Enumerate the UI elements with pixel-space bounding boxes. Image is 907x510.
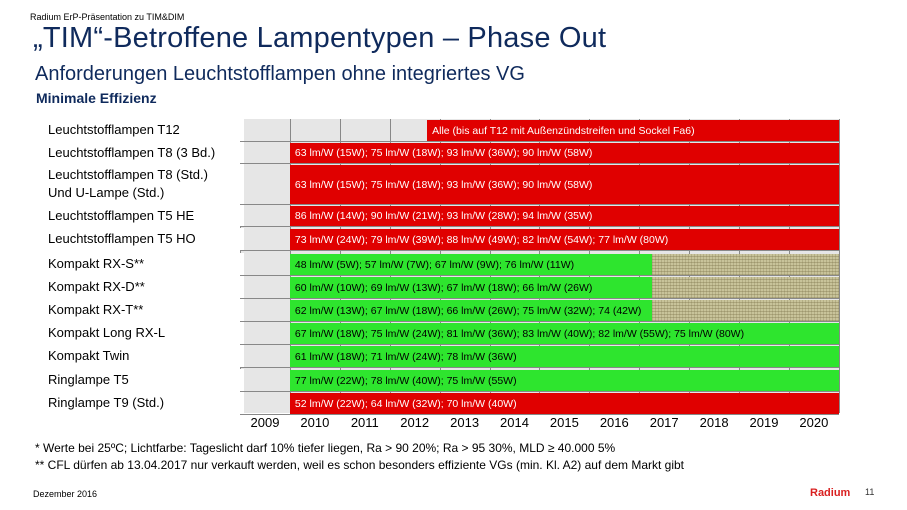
efficiency-bar: 63 lm/W (15W); 75 lm/W (18W); 93 lm/W (36W); 90 lm/W (58W) [290, 165, 839, 204]
page-subtitle: Anforderungen Leuchtstofflampen ohne integriertes VG [35, 63, 525, 85]
grid-line-horizontal [240, 250, 839, 251]
grid-line-horizontal [240, 298, 839, 299]
efficiency-bar: 77 lm/W (22W); 78 lm/W (40W); 75 lm/W (55W) [290, 370, 839, 391]
row-label-line: Und U-Lampe (Std.) [48, 185, 165, 200]
efficiency-bar: Alle (bis auf T12 mit Außenzündstreifen und Sockel Fa6) [427, 120, 839, 141]
year-label: 2013 [450, 415, 480, 430]
row-label: Kompakt RX-T** [44, 299, 244, 321]
row-label: Leuchtstofflampen T12 [44, 119, 244, 141]
footnote-cfl: ** CFL dürfen ab 13.04.2017 nur verkauft werden, weil es schon besonders effiziente VGs (min. Kl. A2) auf dem Markt gibt [35, 458, 685, 472]
efficiency-bar: 63 lm/W (15W); 75 lm/W (18W); 93 lm/W (36W); 90 lm/W (58W) [290, 143, 839, 163]
sell-off-period-fill [652, 254, 839, 275]
year-label: 2015 [549, 415, 579, 430]
year-label: 2010 [300, 415, 330, 430]
row-label-line: Leuchtstofflampen T8 (Std.) [48, 167, 208, 182]
row-label: Ringlampe T9 (Std.) [44, 392, 244, 414]
row-label: Kompakt RX-S** [44, 253, 244, 275]
grid-line-horizontal [240, 204, 839, 205]
footer-date: Dezember 2016 [33, 489, 98, 499]
year-label: 2019 [749, 415, 779, 430]
grid-line-horizontal [240, 141, 839, 142]
grid-line-horizontal [240, 391, 839, 392]
row-label: Leuchtstofflampen T5 HO [44, 228, 244, 250]
efficiency-bar: 62 lm/W (13W); 67 lm/W (18W); 66 lm/W (26W); 75 lm/W (32W); 74 (42W) [290, 300, 652, 321]
phase-out-timeline-table [44, 113, 839, 435]
row-label: Ringlampe T5 [44, 369, 244, 391]
row-label [44, 164, 244, 204]
grid-line-horizontal [240, 163, 839, 164]
row-label: Leuchtstofflampen T8 (3 Bd.) [44, 142, 244, 163]
year-label: 2018 [699, 415, 729, 430]
grid-line-horizontal [240, 344, 839, 345]
row-label: Kompakt RX-D** [44, 276, 244, 298]
row-label: Kompakt Twin [44, 345, 244, 367]
efficiency-bar: 73 lm/W (24W); 79 lm/W (39W); 88 lm/W (49W); 82 lm/W (54W); 77 lm/W (80W) [290, 229, 839, 250]
radium-logo: Radium [810, 487, 851, 499]
row-label: Leuchtstofflampen T5 HE [44, 205, 244, 226]
year-label: 2016 [599, 415, 629, 430]
page-title: „TIM“-Betroffene Lampentypen – Phase Out [33, 22, 607, 54]
efficiency-bar: 61 lm/W (18W); 71 lm/W (24W); 78 lm/W (36W) [290, 346, 839, 367]
grid-line-horizontal [240, 275, 839, 276]
efficiency-bar: 67 lm/W (18W); 75 lm/W (24W); 81 lm/W (36W); 83 lm/W (40W); 82 lm/W (55W); 75 lm/W (80W) [290, 323, 839, 344]
grid-line-horizontal [240, 226, 839, 227]
footnote-values: * Werte bei 25ºC; Lichtfarbe: Tageslicht darf 10% tiefer liegen, Ra > 90 20%; Ra > 95 30%, MLD ≥ 40.000 5% [35, 441, 616, 455]
year-label: 2017 [649, 415, 679, 430]
efficiency-bar: 86 lm/W (14W); 90 lm/W (21W); 93 lm/W (28W); 94 lm/W (35W) [290, 206, 839, 226]
year-label: 2011 [350, 415, 379, 430]
efficiency-bar: 52 lm/W (22W); 64 lm/W (32W); 70 lm/W (40W) [290, 393, 839, 414]
sell-off-period-fill [652, 300, 839, 321]
year-label: 2009 [250, 415, 280, 430]
header-note: Radium ErP-Präsentation zu TIM&DIM [30, 12, 185, 22]
page-number: 11 [865, 487, 875, 497]
grid-line-horizontal [240, 321, 839, 322]
year-label: 2020 [799, 415, 829, 430]
year-label: 2012 [400, 415, 430, 430]
section-heading: Minimale Effizienz [36, 90, 157, 106]
year-label: 2014 [500, 415, 529, 430]
row-label: Kompakt Long RX-L [44, 322, 244, 344]
efficiency-bar: 48 lm/W (5W); 57 lm/W (7W); 67 lm/W (9W); 76 lm/W (11W) [290, 254, 652, 275]
sell-off-period-fill [652, 277, 839, 298]
efficiency-bar: 60 lm/W (10W); 69 lm/W (13W); 67 lm/W (18W); 66 lm/W (26W) [290, 277, 652, 298]
grid-line-horizontal [240, 367, 839, 368]
